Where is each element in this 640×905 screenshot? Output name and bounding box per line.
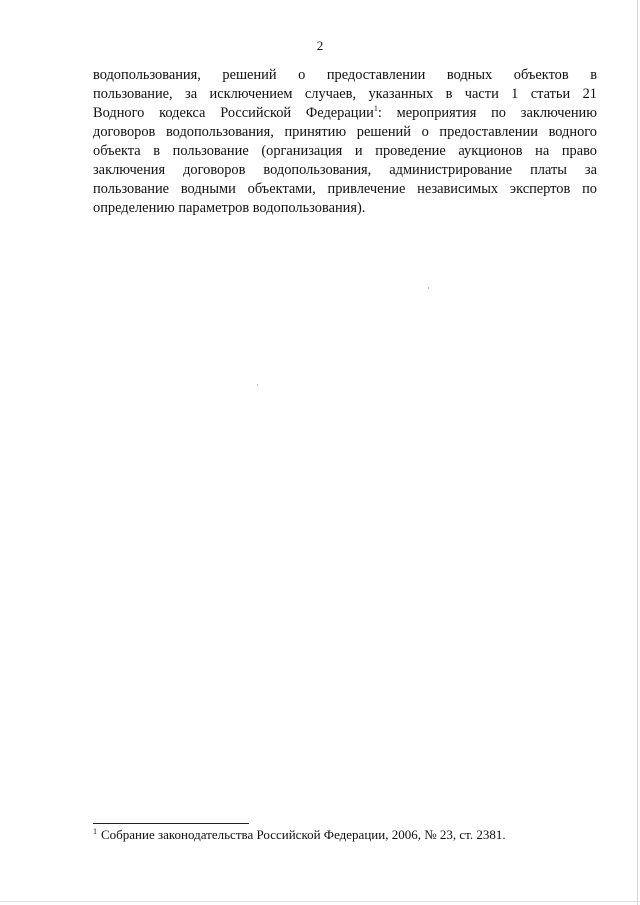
footnote xyxy=(93,826,506,843)
scan-speck xyxy=(428,287,429,289)
paragraph-line-tail: : мероприятия по заключению xyxy=(377,105,597,121)
scan-speck xyxy=(257,384,258,386)
paragraph-line-head: Водного кодекса Российской Федерации xyxy=(93,105,374,121)
footnote-reference[interactable]: 1 xyxy=(373,104,378,113)
paragraph-line: пользование водными объектами, привлечение независимых экспертов по xyxy=(93,181,597,197)
footnote-separator xyxy=(93,823,249,824)
paragraph-line: определению параметров водопользования). xyxy=(93,200,366,216)
paragraph-line-with-footnote xyxy=(93,104,597,123)
paragraph-line: пользование, за исключением случаев, указанных в части 1 статьи 21 xyxy=(93,86,597,102)
paragraph-line: водопользования, решений о предоставлении водных объектов в xyxy=(93,67,597,83)
paragraph-line: договоров водопользования, принятию решений о предоставлении водного xyxy=(93,124,597,140)
main-paragraph xyxy=(93,66,597,218)
paragraph-line: объекта в пользование (организация и проведение аукционов на право xyxy=(93,143,597,159)
footnote-text: Собрание законодательства Российской Федерации, 2006, № 23, ст. 2381. xyxy=(101,827,506,842)
page-edge-bottom xyxy=(0,901,640,902)
page-edge-right xyxy=(637,0,638,905)
page-number: 2 xyxy=(316,38,324,53)
paragraph-line: заключения договоров водопользования, администрирование платы за xyxy=(93,162,597,178)
footnote-marker: 1 xyxy=(93,827,97,836)
